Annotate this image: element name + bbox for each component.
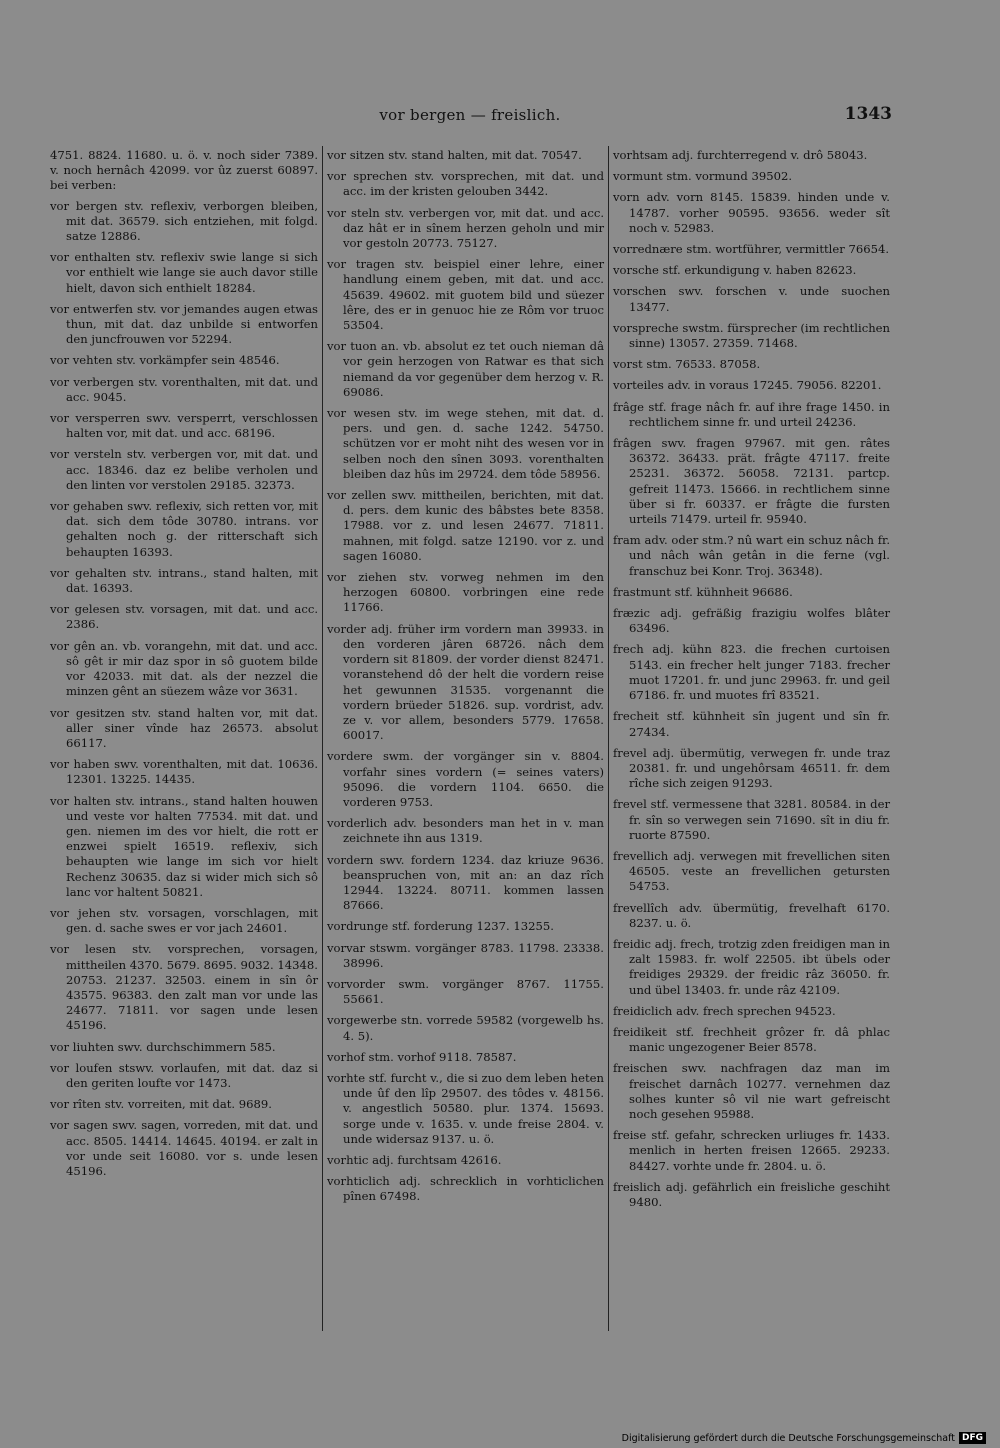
entry-definition: adv. oder stm.? nû wart ein schuz nâch fr. und nâch wân getân in die ferne (vgl. franschuz bei Konr. Troj. 36348). xyxy=(629,533,891,578)
dictionary-entry xyxy=(613,242,890,257)
entry-headword: vor wesen xyxy=(327,406,391,421)
dictionary-entry xyxy=(327,1071,604,1147)
entry-headword: frevel xyxy=(613,797,647,812)
entry-headword: vorvar xyxy=(327,940,366,955)
entry-headword: vor jehen xyxy=(50,905,111,920)
dictionary-entry xyxy=(50,411,318,441)
entry-headword: vor haben xyxy=(50,757,110,772)
entry-definition: adv. in voraus 17245. 79056. 82201. xyxy=(667,378,882,393)
dictionary-entry xyxy=(50,566,318,596)
entry-definition: stm. vormund 39502. xyxy=(666,169,793,184)
entry-headword: vor lesen xyxy=(50,942,117,957)
dictionary-entry xyxy=(50,706,318,752)
running-title: vor bergen — freislich. xyxy=(379,106,561,124)
entry-headword: freise xyxy=(613,1128,647,1143)
entry-definition: adj. furchtsam 42616. xyxy=(372,1152,502,1167)
dictionary-entry xyxy=(50,757,318,787)
dictionary-entry xyxy=(327,1013,604,1043)
entry-definition: adj. übermütig, verwegen fr. unde traz 20381. fr. und ungehôrsam 46511. fr. dem rîche sich zeigen 91293. xyxy=(629,745,891,791)
entry-definition: stv. vorenthalten, mit dat. und acc. 9045. xyxy=(66,374,319,404)
entry-definition: stv. beispiel einer lehre, einer handlung einem geben, mit dat. und acc. 45639. 49602. mit guotem bild und süezer lêre, des er in genuoc hie ze Rôm vor truoc 53504. xyxy=(343,257,604,333)
entry-definition: stv. intrans., stand halten, mit dat. 16393. xyxy=(66,565,318,596)
entry-headword: vor vehten xyxy=(50,353,113,368)
dictionary-entry xyxy=(613,937,890,998)
entry-definition: stv. im wege stehen, mit dat. d. pers. und gen. d. sache 1242. 54750. schützen vor er moht niht des wesen vor in selben noch den sînen 3093. vorenthalten bleiben daz hûs im 29724. dem tôde 58956. xyxy=(343,406,604,481)
entry-headword: vor tuon xyxy=(327,339,377,354)
entry-definition: swv. fragen 97967. mit gen. râtes 36372. 36433. prät. frâgte 47117. freite 25231. 36372. 56058. 72131. partcp. gefreit 11473. 15666. in rechtlichem sinne über si fr. 60337. er frâgte die fursten urteils 71479. urteil fr. 95940. xyxy=(629,436,890,527)
page-header xyxy=(48,104,892,128)
dictionary-entry xyxy=(613,797,890,843)
entry-definition: swv. durchschimmern 585. xyxy=(117,1039,276,1054)
entry-headword: vordern xyxy=(327,852,374,867)
dictionary-entry xyxy=(613,901,890,931)
page-number: 1343 xyxy=(844,104,892,124)
dictionary-entry xyxy=(50,1061,318,1091)
dictionary-entry xyxy=(327,169,604,199)
dictionary-entry xyxy=(613,378,890,393)
entry-headword: vor ziehen xyxy=(327,570,397,585)
entry-headword: frech xyxy=(613,642,644,657)
dfg-logo: DFG xyxy=(959,1432,986,1444)
entry-definition: stv. reflexiv, verborgen bleiben, mit dat. 36579. sich entziehen, mit folgd. satze 12886. xyxy=(66,198,319,244)
funding-footer xyxy=(606,1430,986,1446)
entry-definition: stswm. vorgänger 8783. 11798. 23338. 38996. xyxy=(343,940,604,970)
dictionary-entry xyxy=(327,1174,604,1204)
entry-definition: stn. vorrede 59582 (vorgewelb hs. 4. 5). xyxy=(343,1013,604,1043)
entry-headword: vor versteln xyxy=(50,447,122,462)
entry-headword: vor rîten xyxy=(50,1097,101,1112)
entry-headword: frevel xyxy=(613,745,647,760)
entry-headword: vor entwerfen xyxy=(50,301,133,316)
entry-definition: adj. frech, trotzig zden freidigen man in zalt 15983. fr. wolf 22505. ibt übels oder freidiges 29329. der freidic râz 36050. fr. und übel 13403. fr. unde râz 42109. xyxy=(629,936,890,997)
dictionary-entry xyxy=(613,1025,890,1055)
entry-definition: stf. erkundigung v. haben 82623. xyxy=(662,263,857,278)
entry-headword: frâgen xyxy=(613,436,652,451)
dictionary-entry xyxy=(327,919,604,934)
entry-headword: freidikeit xyxy=(613,1024,667,1039)
entry-definition: swv. versperrt, verschlossen halten vor, mit dat. und acc. 68196. xyxy=(66,411,319,441)
entry-definition: stf. furcht v., die si zuo dem leben heten unde ûf den lîp 29507. des tôdes v. 48156. v. angestlich 50580. plur. 1374. 15693. sorge unde v. 1635. v. unde freise 2804. v. unde widersaz 9137. u. ö. xyxy=(343,1070,604,1146)
entry-definition: an. vb. absolut ez tet ouch nieman dâ vor gein herzogen von Ratwar es that sich niemand da vor gegenüber dem herzog v. R. 69086. xyxy=(343,339,604,399)
entry-definition: swstm. fürsprecher (im rechtlichen sinne) 13057. 27359. 71468. xyxy=(629,320,891,351)
entry-definition: stv. vorweg nehmen im den herzogen 60800. vorbringen eine rede 11766. xyxy=(343,570,605,615)
entry-headword: vorschen xyxy=(613,284,667,299)
entry-headword: fram xyxy=(613,533,641,548)
dictionary-entry xyxy=(50,447,318,493)
dictionary-entry xyxy=(327,406,604,482)
entry-headword: vorrednære xyxy=(613,242,683,257)
entry-headword: vor gehaben xyxy=(50,499,124,514)
entry-definition: stv. vorsagen, vorschlagen, mit gen. d. sache swes er vor jach 24601. xyxy=(66,905,319,936)
dictionary-entry xyxy=(50,794,318,900)
entry-headword: vor sitzen xyxy=(327,148,385,162)
entry-headword: vor loufen xyxy=(50,1060,113,1075)
entry-definition: swm. der vorgänger sin v. 8804. vorfahr sines vordern (= seines vaters) 95096. die vordern 1104. 6650. die vorderen 9753. xyxy=(343,749,604,809)
dictionary-entry xyxy=(613,263,890,278)
entry-definition: swv. nachfragen daz man im freischet darnâch 10277. vernehmen daz solhes kunter sô vil nie wart gefreischt noch gesehen 95988. xyxy=(629,1061,891,1121)
entry-headword: vor verbergen xyxy=(50,374,134,389)
entry-headword: vor gesitzen xyxy=(50,705,125,720)
entry-definition: stv. verbergen vor, mit dat. und acc. daz hât er in sînem herzen geholn und mir vor gestoln 20773. 75127. xyxy=(343,205,605,251)
dictionary-entry xyxy=(613,585,890,600)
entry-headword: vor steln xyxy=(327,205,380,220)
dictionary-entry xyxy=(50,1097,318,1112)
entry-headword: vor halten xyxy=(50,793,111,808)
dictionary-entry xyxy=(327,977,604,1007)
dictionary-entry xyxy=(613,436,890,527)
dictionary-entry xyxy=(613,1180,890,1210)
dictionary-entry xyxy=(327,1153,604,1168)
dictionary-entry xyxy=(613,746,890,792)
dictionary-entry xyxy=(327,749,604,810)
entry-definition: adj. furchterregend v. drô 58043. xyxy=(671,148,868,162)
entry-headword: vor zellen xyxy=(327,488,387,503)
entry-definition: stm. 76533. 87058. xyxy=(646,357,761,372)
dictionary-entry xyxy=(327,257,604,333)
entry-definition: adv. übermütig, frevelhaft 6170. 8237. u. ö. xyxy=(629,900,890,930)
dictionary-entry xyxy=(613,849,890,895)
dictionary-entry xyxy=(50,639,318,700)
dictionary-entry xyxy=(50,250,318,296)
dictionary-entry xyxy=(327,339,604,400)
dictionary-entry xyxy=(50,499,318,560)
entry-headword: vor sprechen xyxy=(327,169,408,184)
entry-headword: vorhte xyxy=(327,1070,366,1085)
entry-headword: vordere xyxy=(327,749,373,764)
entry-headword: vorgewerbe xyxy=(327,1013,397,1028)
entry-definition: stf. kühnheit sîn jugent und sîn fr. 27434. xyxy=(629,709,890,739)
dictionary-entry xyxy=(327,206,604,252)
dictionary-entry xyxy=(327,941,604,971)
entry-definition: swv. forschen v. unde suochen 13477. xyxy=(629,284,890,314)
entry-headword: freislich xyxy=(613,1179,661,1194)
entry-definition: swv. mittheilen, berichten, mit dat. d. pers. dem kunic des bâbstes bete 8358. 17988. vor z. und lesen 24677. 71811. mahnen, mit folgd. satze 12190. vor z. und sagen 16080. xyxy=(343,488,604,563)
entry-definition: adj. verwegen mit frevellichen siten 46505. veste an frevellichen getursten 54753. xyxy=(629,848,891,894)
entry-headword: vorhtsam xyxy=(613,148,669,162)
entry-headword: vor gehalten xyxy=(50,565,127,580)
column-intro: 4751. 8824. 11680. u. ö. v. noch sider 7389. v. noch hernâch 42099. vor ûz zuerst 60897. bei verben: xyxy=(50,148,318,193)
dictionary-entry xyxy=(613,1004,890,1019)
entry-definition: stv. intrans., stand halten houwen und veste vor halten 77534. mit dat. und gen. niemen im des vor hielt, die rott er enzwei spielt 16519. reflexiv, sich behaupten wie lange im sich vor hielt Rechenz 30635. daz si wider mich sich sô lanc vor haltent 50821. xyxy=(66,793,318,899)
entry-definition: stv. vorsagen, mit dat. und acc. 2386. xyxy=(66,602,319,632)
entry-definition: adj. früher irm vordern man 39933. in den vorderen jâren 68726. nâch dem vordern sit 81809. der vorder dienst 82471. voranstehend dô der helt die vordern reise het gewunnen 31535. vorgenannt die vordern brüeder 51826. sup. vordrist, adv. ze v. vor allem, besonders 5779. 17658. 60017. xyxy=(343,621,605,743)
dictionary-entry xyxy=(613,1128,890,1174)
entry-headword: vorst xyxy=(613,357,643,372)
entry-headword: vor bergen xyxy=(50,198,118,213)
dictionary-entry xyxy=(613,357,890,372)
dictionary-entry xyxy=(613,169,890,184)
dictionary-entry xyxy=(613,148,890,163)
dictionary-entry xyxy=(50,602,318,632)
entry-definition: swv. vorenthalten, mit dat. 10636. 12301. 13225. 14435. xyxy=(66,757,319,787)
entry-headword: vorn xyxy=(613,190,640,205)
dictionary-entry xyxy=(613,190,890,236)
entry-definition: stv. stand halten, mit dat. 70547. xyxy=(388,148,582,162)
entry-definition: adj. gefährlich ein freisliche geschiht 9480. xyxy=(629,1179,890,1209)
dictionary-entry xyxy=(327,1050,604,1065)
entry-definition: stm. vorhof 9118. 78587. xyxy=(368,1049,517,1064)
dictionary-entry xyxy=(613,606,890,636)
entry-definition: stf. forderung 1237. 13255. xyxy=(391,919,554,934)
dictionary-entry xyxy=(50,353,318,368)
entry-headword: freidiclich xyxy=(613,1003,673,1018)
entry-definition: stv. vorreiten, mit dat. 9689. xyxy=(104,1097,272,1112)
entry-definition: adj. kühn 823. die frechen curtoisen 5143. ein frecher helt junger 7183. frecher muot 17201. fr. und junc 29963. fr. und geil 67186. fr. und muotes frî 83521. xyxy=(629,642,891,703)
entry-definition: stv. vorkämpfer sein 48546. xyxy=(116,353,280,368)
dictionary-entry xyxy=(50,1118,318,1179)
entry-headword: freidic xyxy=(613,936,652,951)
entry-definition: swm. vorgänger 8767. 11755. 55661. xyxy=(343,976,604,1007)
entry-definition: an. vb. vorangehn, mit dat. und acc. sô gêt ir mir daz spor in sô guotem bilde vor 42033. mit dat. als der nezzel die minzen gênt an süezem wâze vor 3631. xyxy=(66,638,318,699)
entry-headword: freischen xyxy=(613,1061,668,1076)
entry-headword: vorsche xyxy=(613,263,659,278)
column-middle xyxy=(322,146,608,1331)
dictionary-entry xyxy=(327,853,604,914)
entry-headword: frevellîch xyxy=(613,900,669,915)
entry-definition: stv. stand halten vor, mit dat. aller siner vînde haz 26573. absolut 66117. xyxy=(66,705,319,750)
entry-headword: frevellich xyxy=(613,848,669,863)
entry-definition: stv. verbergen vor, mit dat. und acc. 18346. daz ez belibe verholen und den linten vor verstolen 29185. 32373. xyxy=(66,447,318,492)
entry-definition: stv. reflexiv swie lange si sich vor enthielt wie lange sie auch davor stille hielt, davon sich enthielt 18284. xyxy=(66,250,318,295)
dictionary-columns xyxy=(46,146,894,1331)
entry-headword: vor sagen xyxy=(50,1118,108,1133)
column-right xyxy=(608,146,894,1331)
entry-definition: swv. reflexiv, sich retten vor, mit dat. sich dem tôde 30780. intrans. vor gehalten noch g. der ritterschaft sich behaupten 16393. xyxy=(66,499,319,559)
entry-headword: vorhtic xyxy=(327,1152,369,1167)
dictionary-entry xyxy=(327,488,604,564)
dictionary-entry xyxy=(50,302,318,348)
entry-headword: vorderlich xyxy=(327,816,388,831)
entry-headword: vorhticlich xyxy=(327,1174,390,1189)
entry-headword: vor liuhten xyxy=(50,1039,115,1054)
entry-headword: vormunt xyxy=(613,169,663,184)
entry-definition: adv. vorn 8145. 15839. hinden unde v. 14787. vorher 90595. 93656. weder sît noch v. 52983. xyxy=(629,190,890,235)
entry-definition: stf. gefahr, schrecken urliuges fr. 1433. menlich in herten freisen 12665. 29233. 84427. vorhte unde fr. 2804. u. ö. xyxy=(629,1128,890,1173)
entry-headword: vorvorder xyxy=(327,976,385,991)
entry-headword: frâge xyxy=(613,399,645,414)
entry-definition: stf. frage nâch fr. auf ihre frage 1450. in rechtlichem sinne fr. und urteil 24236. xyxy=(629,399,890,429)
entry-definition: stf. frechheit grôzer fr. dâ phlac manic ungezogener Beier 8578. xyxy=(629,1024,890,1055)
dictionary-entry xyxy=(613,400,890,430)
dictionary-entry xyxy=(613,1061,890,1122)
entry-definition: stf. kühnheit 96686. xyxy=(674,584,793,599)
entry-headword: frastmunt xyxy=(613,584,671,599)
dictionary-entry xyxy=(327,570,604,616)
dictionary-entry xyxy=(327,148,604,163)
entry-headword: vor tragen xyxy=(327,257,395,272)
entry-headword: vor gelesen xyxy=(50,602,120,617)
entry-definition: stf. vermessene that 3281. 80584. in der fr. sîn so verwegen sein 71690. sît in diu fr. ruorte 87590. xyxy=(629,797,890,842)
entry-headword: frecheit xyxy=(613,709,659,724)
entry-headword: vorder xyxy=(327,621,366,636)
entry-definition: adv. frech sprechen 94523. xyxy=(676,1003,836,1018)
entry-headword: vorteiles xyxy=(613,378,664,393)
dictionary-entry xyxy=(613,321,890,351)
dictionary-entry xyxy=(50,375,318,405)
entry-definition: stv. vorsprechen, vorsagen, mittheilen 4370. 5679. 8695. 9032. 14348. 20753. 21237. 32503. einem in sîn ôr 43575. 96383. den zalt man vor unde las 24677. 71811. vor sagen unde lesen 45196. xyxy=(66,942,319,1033)
entry-headword: vorspreche xyxy=(613,320,679,335)
entry-headword: vorhof xyxy=(327,1049,365,1064)
entry-definition: stv. vor jemandes augen etwas thun, mit dat. daz unbilde si entworfen den juncfrouwen vor 52294. xyxy=(66,301,318,347)
entry-definition: adj. gefräßig frazigiu wolfes blâter 63496. xyxy=(629,606,890,636)
entry-headword: vordrunge xyxy=(327,919,389,934)
entry-headword: vor versperren xyxy=(50,411,140,426)
entry-definition: stswv. vorlaufen, mit dat. daz si den geriten loufte vor 1473. xyxy=(66,1060,319,1090)
entry-definition: stm. wortführer, vermittler 76654. xyxy=(686,242,890,257)
entry-definition: adj. schrecklich in vorhticlichen pînen 67498. xyxy=(343,1174,604,1204)
entry-definition: swv. sagen, vorreden, mit dat. und acc. 8505. 14414. 14645. 40194. er zalt in vor unde seit 16080. vor s. unde lesen 45196. xyxy=(66,1118,319,1178)
entry-definition: adv. besonders man het in v. man zeichnete ihn aus 1319. xyxy=(343,816,604,846)
dictionary-entry xyxy=(613,642,890,703)
dictionary-entry xyxy=(50,1040,318,1055)
entry-definition: swv. fordern 1234. daz kriuze 9636. beanspruchen von, mit an: an daz rîch 12944. 13224. 80711. kommen lassen 87666. xyxy=(343,852,604,913)
funding-text: Digitalisierung gefördert durch die Deutsche Forschungsgemeinschaft xyxy=(621,1432,955,1444)
dictionary-entry xyxy=(50,906,318,936)
dictionary-entry xyxy=(613,709,890,739)
dictionary-entry xyxy=(613,533,890,579)
dictionary-entry xyxy=(50,942,318,1033)
entry-headword: vor enthalten xyxy=(50,250,131,265)
dictionary-entry xyxy=(50,199,318,245)
entry-headword: fræzic xyxy=(613,606,651,621)
column-left xyxy=(46,146,322,1331)
entry-headword: vor gên xyxy=(50,638,96,653)
dictionary-entry xyxy=(327,816,604,846)
dictionary-entry xyxy=(327,622,604,744)
dictionary-entry xyxy=(613,284,890,314)
entry-definition: stv. vorsprechen, mit dat. und acc. im der kristen gelouben 3442. xyxy=(343,169,604,199)
